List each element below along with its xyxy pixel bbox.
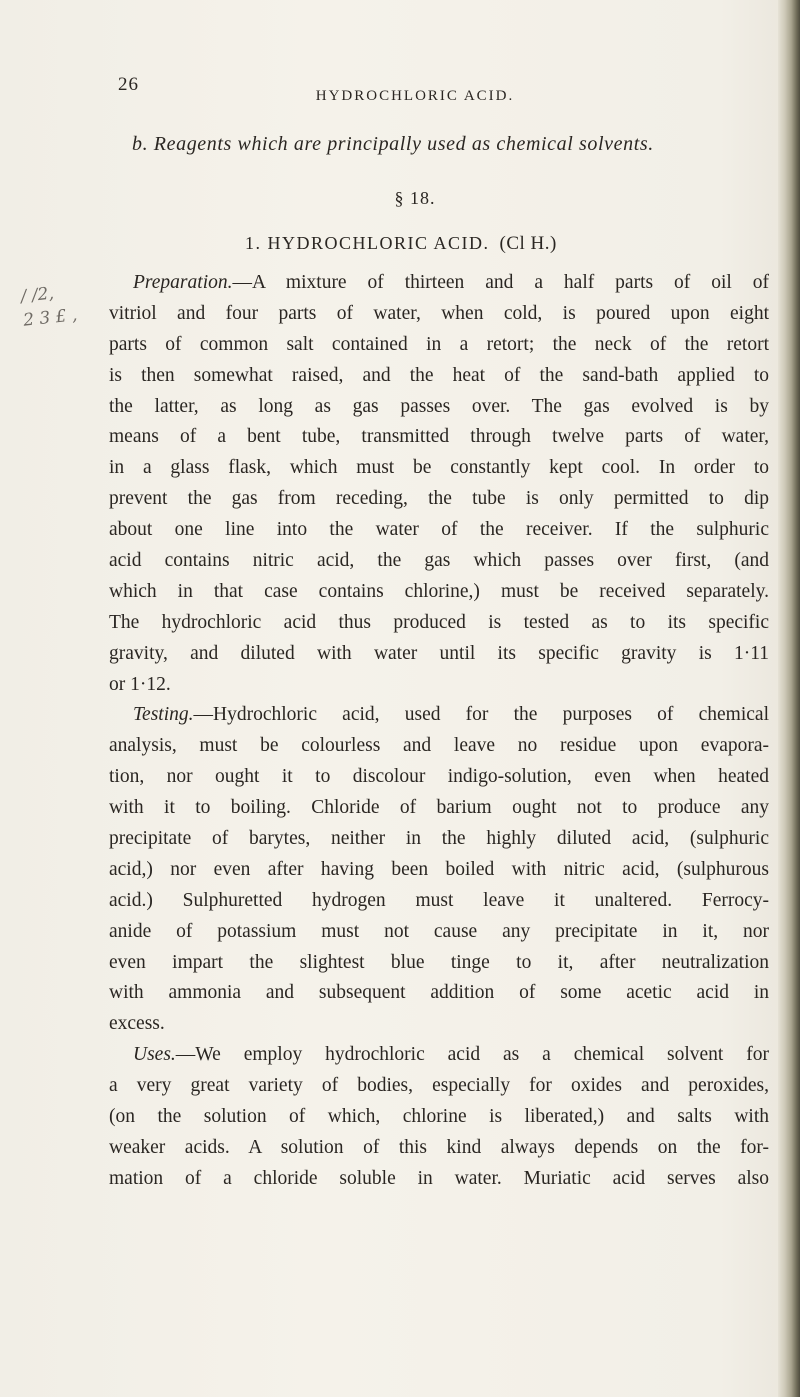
section-heading: b. Reagents which are principally used as chemical solvents. [132, 133, 654, 155]
text-line: the latter, as long as gas passes over. The gas evolved is by [109, 395, 769, 417]
text-line: The hydrochloric acid thus produced is tested as to its specific [109, 611, 769, 633]
subheading-formula: (Cl H.) [499, 233, 557, 254]
paragraph-title-testing: Testing. [133, 704, 194, 726]
text-line: vitriol and four parts of water, when cold, is poured upon eight [109, 302, 769, 324]
text-line: even impart the slightest blue tinge to it, after neutralization [109, 951, 769, 973]
text-line: anide of potassium must not cause any precipitate in it, nor [109, 920, 769, 942]
text-line: acid contains nitric acid, the gas which passes over first, (and [109, 550, 769, 572]
paragraph-title-uses: Uses. [133, 1044, 176, 1066]
text-line: analysis, must be colourless and leave no residue upon evapora- [109, 735, 769, 757]
text-line: Uses.—We employ hydrochloric acid as a chemical solvent for [133, 1044, 769, 1066]
text-line: Testing.—Hydrochloric acid, used for the purposes of chemical [133, 704, 769, 726]
running-head: HYDROCHLORIC ACID. [315, 88, 515, 104]
text-line: or 1·12. [109, 673, 171, 695]
text-line: gravity, and diluted with water until its specific gravity is 1·11 [109, 642, 769, 664]
subheading-label: 1. HYDROCHLORIC ACID. [245, 233, 490, 253]
text-line: with ammonia and subsequent addition of some acetic acid in [109, 982, 769, 1004]
margin-note-line-1: / /2, [19, 283, 55, 307]
margin-note-line-2: 2 3 £ , [22, 305, 79, 331]
page-number: 26 [118, 74, 139, 95]
text-line: precipitate of barytes, neither in the highly diluted acid, (sulphuric [109, 828, 769, 850]
text-line: prevent the gas from receding, the tube is only permitted to dip [109, 488, 769, 510]
text-line: in a glass flask, which must be constantly kept cool. In order to [109, 457, 769, 479]
text-line: (on the solution of which, chlorine is liberated,) and salts with [109, 1106, 769, 1128]
text-line: mation of a chloride soluble in water. Muriatic acid serves also [109, 1167, 769, 1189]
text-line: with it to boiling. Chloride of barium ought not to produce any [109, 797, 769, 819]
text-line: excess. [109, 1013, 165, 1035]
paragraph-title-preparation: Preparation. [133, 272, 233, 293]
text-line: parts of common salt contained in a retort; the neck of the retort [109, 333, 769, 355]
text-line: means of a bent tube, transmitted through twelve parts of water, [109, 426, 769, 448]
subheading [245, 233, 557, 255]
text-line: tion, nor ought it to discolour indigo-solution, even when heated [109, 766, 769, 788]
text-line: weaker acids. A solution of this kind always depends on the for- [109, 1136, 769, 1158]
text-line: a very great variety of bodies, especially for oxides and peroxides, [109, 1075, 769, 1097]
text-line: acid,) nor even after having been boiled with nitric acid, (sulphurous [109, 858, 769, 880]
text-line: Preparation.—A mixture of thirteen and a half parts of oil of [133, 272, 769, 293]
body-text [109, 268, 769, 1195]
text-line: which in that case contains chlorine,) must be received separately. [109, 580, 769, 602]
text-line: acid.) Sulphuretted hydrogen must leave it unaltered. Ferrocy- [109, 889, 769, 911]
text-line: is then somewhat raised, and the heat of the sand-bath applied to [109, 364, 769, 386]
page-binding-edge [778, 0, 800, 1397]
text-line: about one line into the water of the receiver. If the sulphuric [109, 519, 769, 541]
handwritten-margin-note [20, 279, 79, 332]
section-number: § 18. [394, 188, 436, 208]
